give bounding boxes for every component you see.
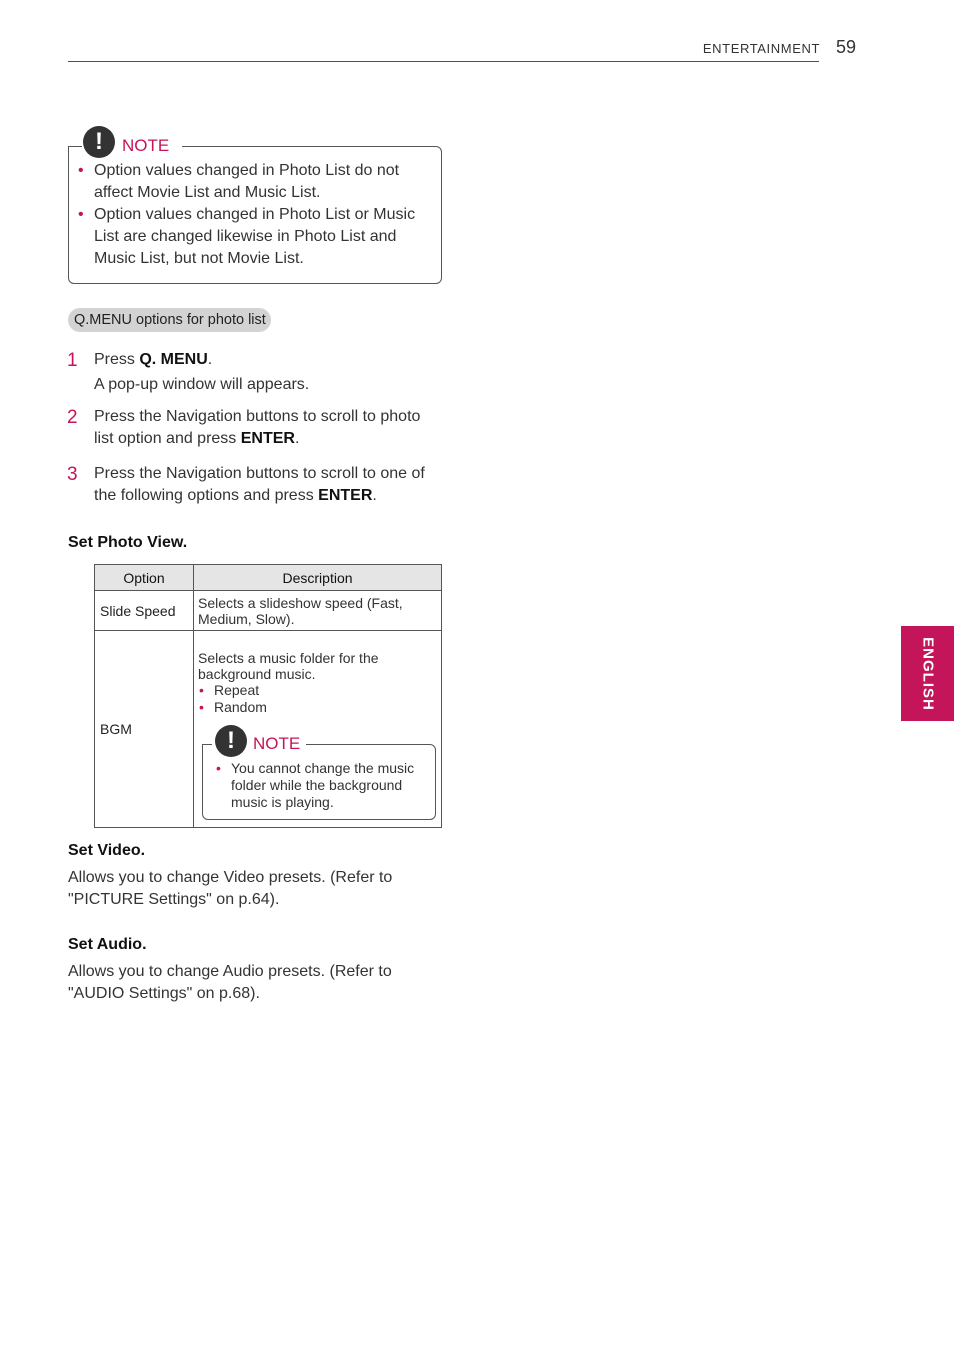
table-row xyxy=(95,631,442,828)
option-list-item: • Repeat xyxy=(198,682,441,699)
option-cell: BGM xyxy=(95,631,194,828)
page-number: 59 xyxy=(836,37,857,57)
exclamation-icon: ! xyxy=(83,126,115,158)
description-text: Selects a music folder for the background music. xyxy=(198,650,379,682)
step-subtext: A pop-up window will appears. xyxy=(94,376,310,393)
step-text-pre: Press the Navigation buttons to scroll to photo list option and press xyxy=(94,408,421,447)
step-number: 3 xyxy=(67,464,78,485)
section-heading: Set Photo View. xyxy=(68,534,188,551)
step-number: 1 xyxy=(67,350,78,371)
column-header: Option xyxy=(95,565,194,591)
language-tab-label: ENGLISH xyxy=(919,636,936,711)
table-header-row xyxy=(95,565,442,591)
note-list xyxy=(68,160,440,270)
paragraph: Allows you to change Audio presets. (Refer to "AUDIO Settings" on p.68). xyxy=(68,963,392,1002)
option-list xyxy=(198,682,441,716)
column-header: Description xyxy=(194,565,442,591)
options-table xyxy=(94,564,442,828)
step-text-pre: Press the Navigation buttons to scroll to one of the following options and press xyxy=(94,465,425,504)
section-label: Q.MENU options for photo list xyxy=(68,308,271,332)
inner-note-item: • You cannot change the music folder while the background music is playing. xyxy=(215,760,437,811)
description-cell xyxy=(194,631,442,828)
option-list-item: • Random xyxy=(198,699,441,716)
inner-note-title: NOTE xyxy=(249,734,306,754)
header-divider xyxy=(68,61,819,62)
description-text: Selects a slideshow speed (Fast, Medium, Slow). xyxy=(198,594,403,627)
step-text xyxy=(94,349,444,371)
section-title: ENTERTAINMENT xyxy=(702,41,820,56)
note-item: • Option values changed in Photo List or Music List are changed likewise in Photo List and Music List, but not Movie List. xyxy=(68,204,440,270)
step-key: Q. MENU xyxy=(139,351,208,368)
step-text xyxy=(94,406,444,450)
step-text-post: . xyxy=(207,351,213,368)
table-row xyxy=(95,591,442,631)
step-text-pre: Press xyxy=(94,351,140,368)
step-number: 2 xyxy=(67,407,78,428)
note-title: NOTE xyxy=(118,136,175,156)
exclamation-icon: ! xyxy=(215,725,247,757)
step-text xyxy=(94,463,444,507)
paragraph: Allows you to change Video presets. (Refer to "PICTURE Settings" on p.64). xyxy=(68,869,393,908)
description-cell xyxy=(194,591,442,631)
note-item: • Option values changed in Photo List do not affect Movie List and Music List. xyxy=(68,160,440,204)
language-tab xyxy=(901,626,954,721)
section-heading: Set Audio. xyxy=(68,936,147,953)
step-text-post: . xyxy=(372,487,377,504)
section-heading: Set Video. xyxy=(68,842,146,859)
option-cell: Slide Speed xyxy=(95,591,194,631)
step-key: ENTER xyxy=(318,487,373,504)
inner-note-list xyxy=(215,760,437,811)
step-text-post: . xyxy=(294,430,300,447)
step-key: ENTER xyxy=(240,430,295,447)
